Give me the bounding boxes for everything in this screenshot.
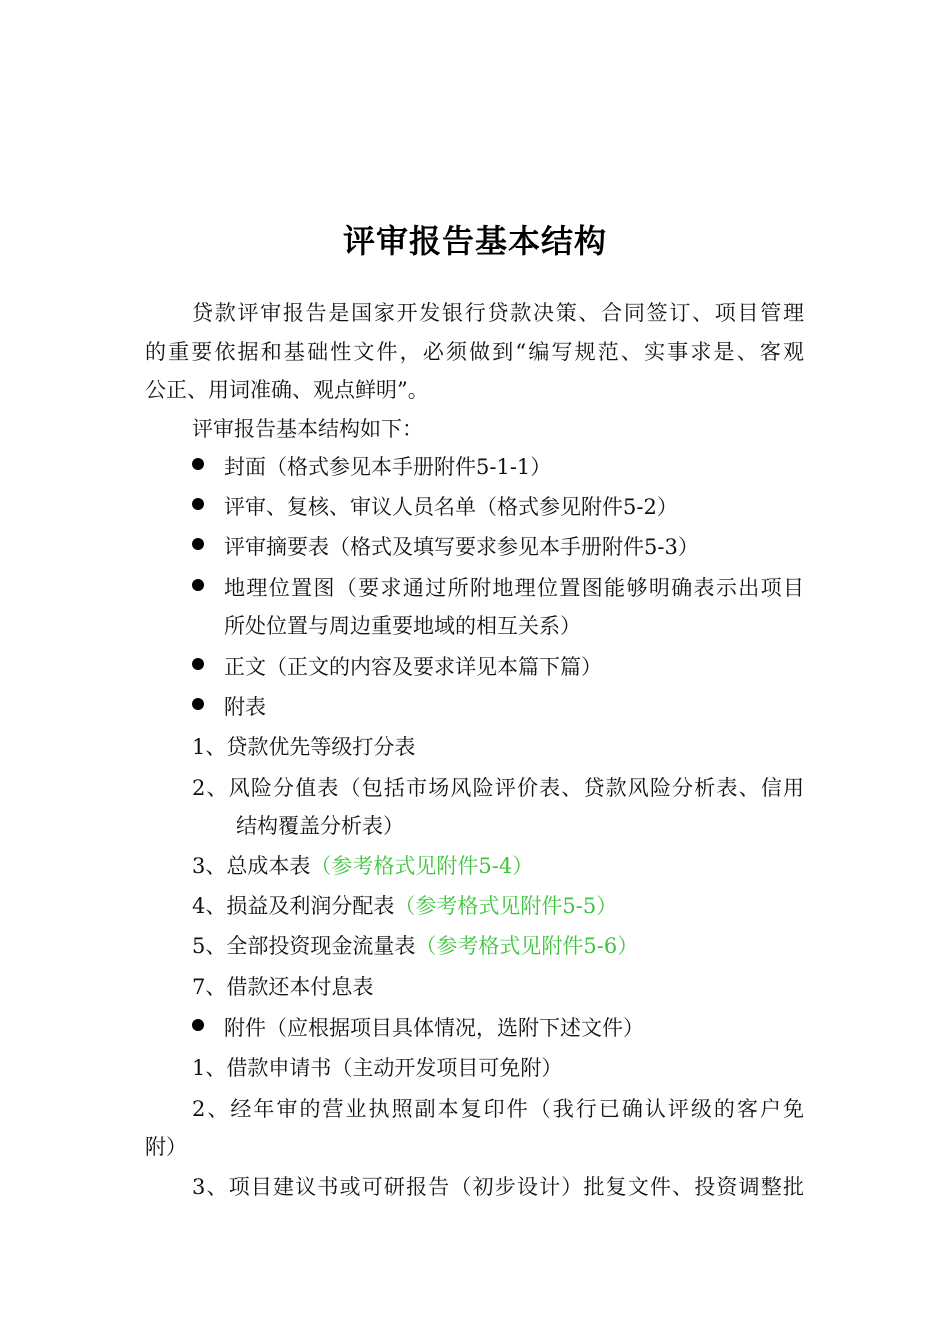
attachment-item-3: 3、项目建议书或可研报告（初步设计）批复文件、投资调整批: [192, 1175, 804, 1199]
schedule-item-3: [192, 851, 533, 881]
bullet-dot: [192, 658, 204, 670]
intro-line-3: 公正、用词准确、观点鲜明”。: [145, 378, 429, 402]
schedule-item-3-label: 3、总成本表: [192, 854, 311, 878]
list-item-location: 地理位置图（要求通过所附地理位置图能够明确表示出项目: [224, 576, 804, 600]
schedule-item-5-reference: （参考格式见附件5-6）: [415, 934, 639, 958]
schedule-item-3-reference: （参考格式见附件5-4）: [310, 854, 534, 878]
schedule-item-7: 7、借款还本付息表: [192, 975, 374, 999]
schedule-item-2: 2、风险分值表（包括市场风险评价表、贷款风险分析表、信用: [192, 776, 804, 800]
schedule-item-2-cont: 结构覆盖分析表）: [236, 814, 404, 838]
intro-line-2: 的重要依据和基础性文件，必须做到“编写规范、实事求是、客观: [145, 340, 804, 364]
intro-line-1: 贷款评审报告是国家开发银行贷款决策、合同签订、项目管理: [192, 301, 804, 325]
bullet-dot: [192, 579, 204, 591]
schedule-item-4: [192, 891, 617, 921]
bullet-dot: [192, 458, 204, 470]
structure-lead: 评审报告基本结构如下：: [192, 417, 423, 441]
list-item-reviewers: 评审、复核、审议人员名单（格式参见附件5-2）: [224, 495, 678, 519]
bullet-dot: [192, 1019, 204, 1031]
bullet-dot: [192, 498, 204, 510]
list-item-summary: 评审摘要表（格式及填写要求参见本手册附件5-3）: [224, 535, 699, 559]
bullet-dot: [192, 698, 204, 710]
schedule-item-5: [192, 931, 638, 961]
list-item-body: 正文（正文的内容及要求详见本篇下篇）: [224, 655, 602, 679]
schedule-item-4-reference: （参考格式见附件5-5）: [394, 894, 618, 918]
schedule-item-4-label: 4、损益及利润分配表: [192, 894, 395, 918]
attachment-item-2-cont: 附）: [145, 1135, 187, 1159]
schedule-item-1: 1、贷款优先等级打分表: [192, 735, 416, 759]
list-item-cover: 封面（格式参见本手册附件5-1-1）: [224, 455, 552, 479]
page-title: 评审报告基本结构: [342, 222, 607, 260]
list-item-location-cont: 所处位置与周边重要地域的相互关系）: [224, 614, 581, 638]
schedule-item-5-label: 5、全部投资现金流量表: [192, 934, 416, 958]
list-item-attachments: 附件（应根据项目具体情况，选附下述文件）: [224, 1016, 644, 1040]
attachment-item-1: 1、借款申请书（主动开发项目可免附）: [192, 1056, 563, 1080]
attachment-item-2: 2、经年审的营业执照副本复印件（我行已确认评级的客户免: [192, 1097, 804, 1121]
bullet-dot: [192, 538, 204, 550]
list-item-schedules: 附表: [224, 695, 266, 719]
